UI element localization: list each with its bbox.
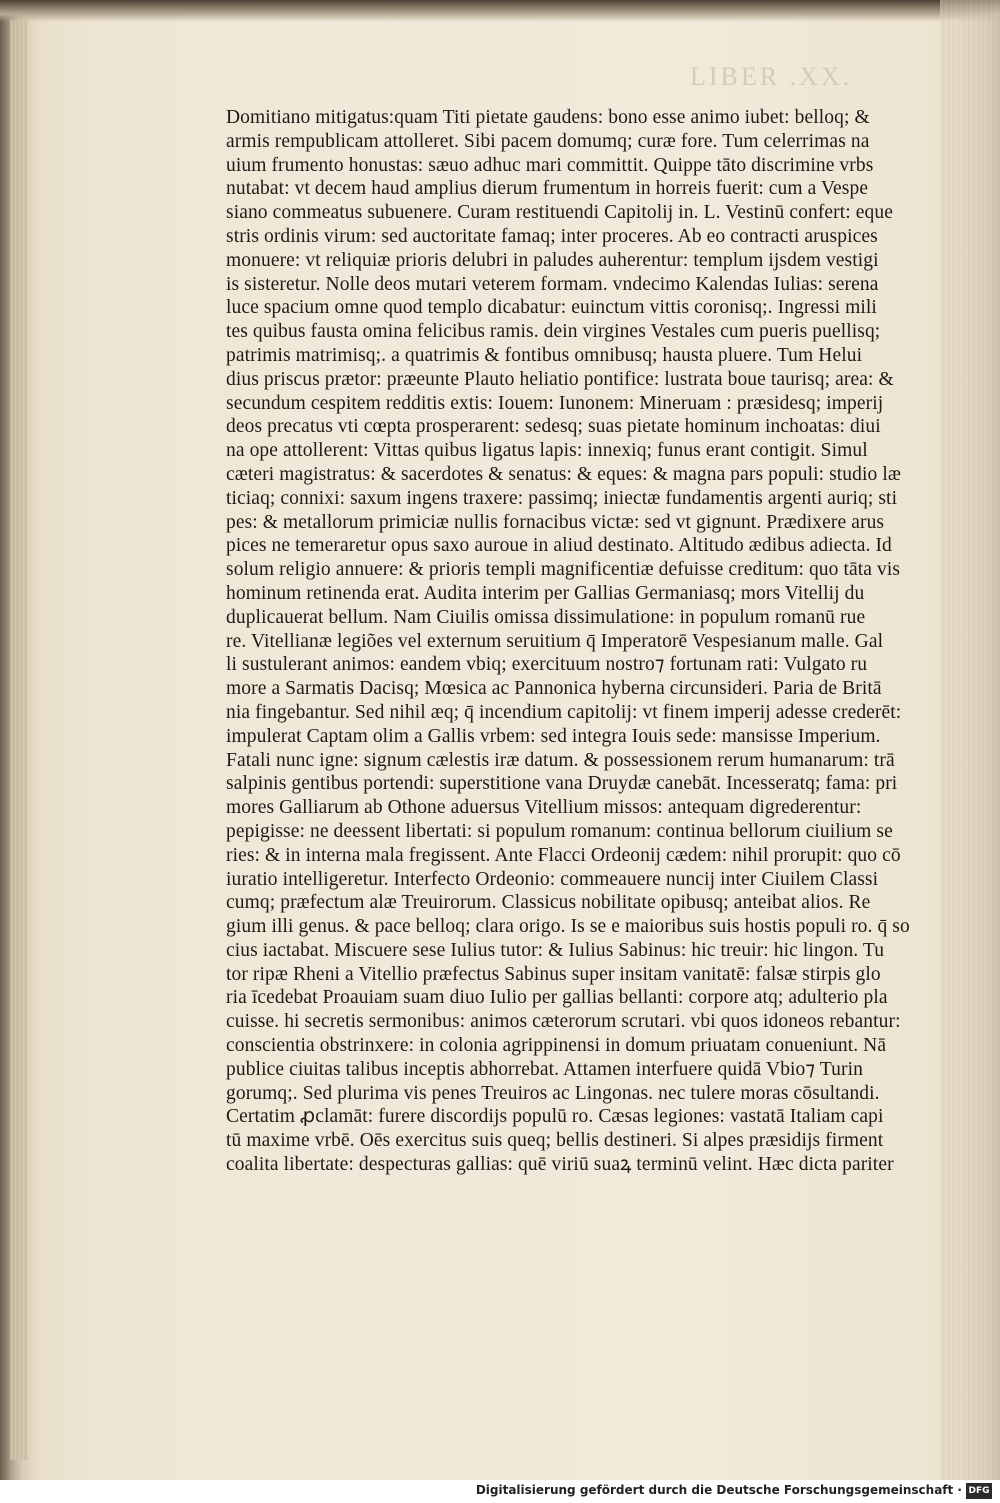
text-line: ticiaq; connixi: saxum ingens traxere: passimq; iniectæ fundamentis argenti auriq; sti [226,487,898,509]
text-line: coalita libertate: despecturas gallias: quē viriū suaꝝ terminū velint. Hæc dicta pariter [226,1154,894,1176]
text-line: conscientia obstrinxere: in colonia agrippinensi in domum priuatam conueniunt. Nā [226,1035,887,1057]
text-line: uium frumento honustas: sæuo adhuc mari committit. Quippe tāto discrimine vrbs [226,154,874,176]
text-line: cius iactabat. Miscuere sese Iulius tutor: & Iulius Sabinus: hic treuir: hic lingon. Tu [226,939,885,961]
footer-bar [0,1480,1000,1503]
text-line: Domitiano mitigatus:quam Titi pietate gaudens: bono esse animo iubet: belloq; & [226,107,870,128]
text-line: salpinis gentibus portendi: superstitione vana Druydæ canebāt. Incesseratq; fama: pri [226,773,898,795]
text-line: publice ciuitas talibus inceptis abhorrebat. Attamen interfuere quidā Vbio⁊ Turin [226,1058,863,1080]
book-page-edges-right [940,0,1000,1480]
text-line: luce spacium omne quod templo dicabatur: euinctum vittis coronisq;. Ingressi mili [226,297,877,319]
text-line: cuisse. hi secretis sermonibus: animos cæterorum scrutari. vbi quos idoneos rebantur: [226,1011,901,1033]
text-line: deos precatus vti cœpta prosperarent: sedesq; suas pietate hominum inchoatas: diui [226,416,881,438]
text-line: tū maxime vrbē. Oēs exercitus suis queq; bellis destineri. Si alpes præsidijs firmentᷣ [226,1130,899,1152]
footer-credit: Digitalisierung gefördert durch die Deutsche Forschungsgemeinschaft · [475,1483,962,1497]
text-line: ries: & in interna mala fregissent. Ante Flacci Ordeonij cædem: nihil prorupit: quo cō [226,844,901,866]
text-line: Certatim ꝓclamāt: furere discordijs populū ro. Cæsas legiones: vastatā Italiam capi [226,1106,884,1128]
text-line: secundum cespitem redditis extis: Iouem: Iunonem: Mineruam : præsidesq; imperij [226,392,884,414]
text-line: duplicauerat bellum. Nam Ciuilis omissa dissimulatione: in populum romanū rue [226,606,866,628]
text-line: impulerat Captam olim a Gallis vrbem: sed integra Iouis sede: mansisse Imperium. [226,725,881,747]
text-line: armis rempublicam attolleret. Sibi pacem domumq; curæ fore. Tum celerrimas na [226,130,870,152]
text-line: gium illi genus. & pace belloq; clara origo. Is se e maioribus suis hostis populi ro. q̄ so [226,916,910,938]
text-line: na ope attollerent: Vittas quibus ligatus lapis: innexiq; funus erant contigit. Simul [226,440,868,462]
text-line: solum religio annuere: & prioris templi magnificentiæ defuisse creditum: quo tāta vis [226,559,901,581]
text-line: ria īcedebat Proauiam suam diuo Iulio per gallias bellanti: corpore atq; adulterio pla [226,987,888,1009]
text-line: cumq; præfectum alæ Treuirorum. Classicus nobilitate opibusq; anteibat alios. Re [226,892,871,914]
text-line: tes quibus fausta omina felicibus ramis. dein virgines Vestales cum pueris puellisq; [226,321,881,343]
text-line: iuratio intelligeretur. Interfecto Ordeonio: commeauere nuncij inter Ciuilem Classi [226,868,879,890]
running-head-bleedthrough: LIBER .XX. [690,62,853,91]
dfg-logo: DFG [966,1483,992,1499]
text-line: patrimis matrimisq;. a quatrimis & fontibus omnibusq; hausta pluere. Tum Helui [226,344,863,366]
text-line: li sustulerant animos: eandem vbiq; exercituum nostro⁊ fortunam rati: Vulgato ru [226,654,868,676]
book-page-edges-left [10,20,28,1460]
text-line: pepigisse: ne deessent libertati: si populum romanum: continua bellorum ciuilium se [226,820,893,842]
text-line: mores Galliarum ab Othone aduersus Vitellium missos: antequam digrederentur: [226,797,862,819]
text-line: dius priscus prætor: præeunte Plauto heliatio pontifice: lustrata boue taurisq; area: & [226,368,894,390]
text-line: hominum retinenda erat. Audita interim per Gallias Germaniasq; mors Vitellij du [226,582,865,604]
text-line: nia fingebantur. Sed nihil æq; q̄ incendium capitolij: vt finem imperij adesse crederēt: [226,701,902,723]
text-line: more a Sarmatis Dacisq; Mœsica ac Pannonica hyberna circunsideri. Paria de Britā [226,678,882,700]
text-line: monuere: vt reliquiæ prioris delubri in paludes auherentur: templum ijsdem vestigi [226,249,879,271]
book-top-edge [0,0,1000,22]
text-line: pes: & metallorum primiciæ nullis fornacibus victæ: sed vt gignunt. Prædixere arus [226,511,885,533]
text-line: pices ne temeraretur opus saxo auroue in aliud destinato. Altitudo ædibus adiecta. Id [226,535,892,557]
text-line: is sisteretur. Nolle deos mutari veterem formam. vndecimo Kalendas Iulias: serena [226,273,879,295]
text-line: tor ripæ Rheni a Vitellio præfectus Sabinus super insitam vanitatē: falsæ stirpis glo [226,963,881,985]
text-line: stris ordinis virum: sed auctoritate famaq; inter proceres. Ab eo contracti aruspices [226,225,878,247]
text-line: nutabat: vt decem haud amplius dierum frumentum in horreis fuerit: cum a Vespe [226,178,869,200]
text-block [226,106,916,1177]
text-line: Fatali nunc igne: signum cælestis iræ datum. & possessionem rerum humanarum: trā [226,749,895,771]
text-line: cæteri magistratus: & sacerdotes & senatus: & eques: & magna pars populi: studio læ [226,463,901,485]
text-line: siano commeatus subuenere. Curam restituendi Capitolij in. L. Vestinū confert: eque [226,202,893,224]
text-line: gorumq;. Sed plurima vis penes Treuiros ac Lingonas. nec tulere moras cōsultandi. [226,1082,880,1104]
text-line: re. Vitellianæ legiões vel externum seruitium q̄ Imperatorē Vespesianum malle. Gal [226,630,884,652]
